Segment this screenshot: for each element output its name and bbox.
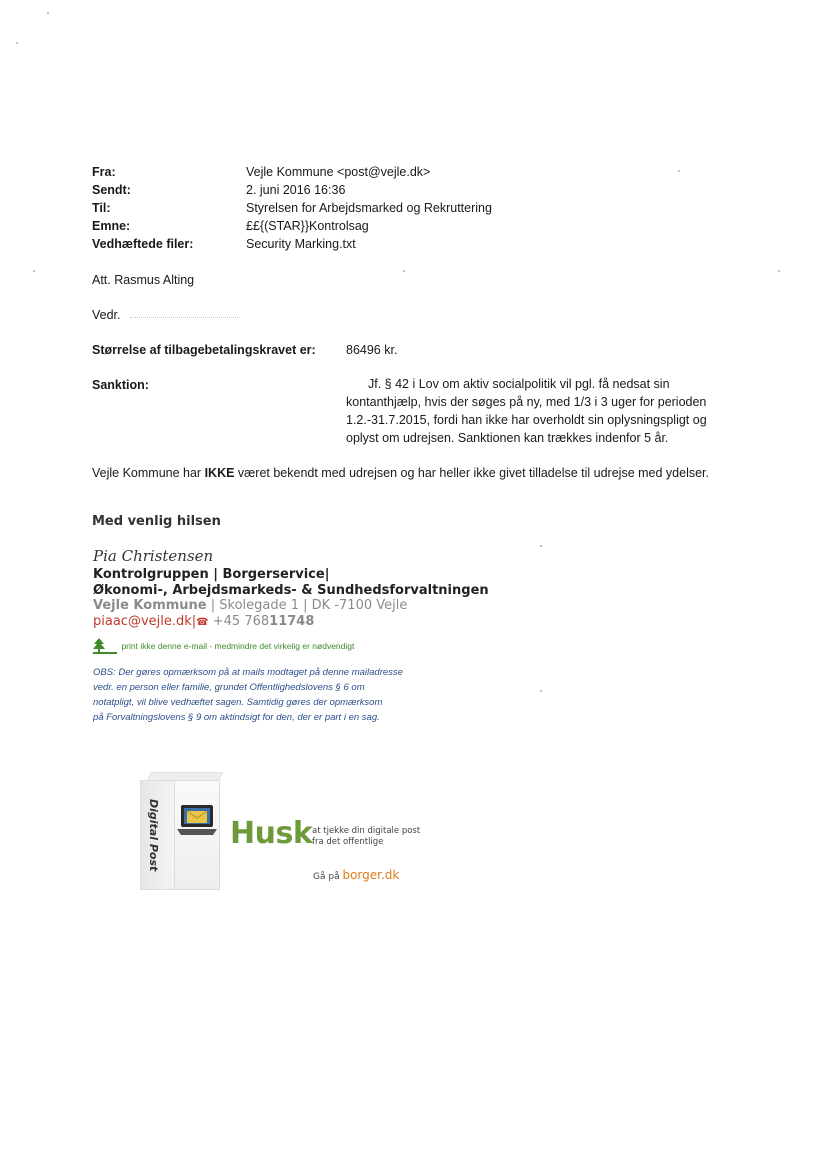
separator: | [191, 614, 197, 629]
borger-link-line [313, 864, 399, 883]
to-label: Til: [92, 201, 111, 215]
obs-line: vedr. en person eller familie, grundet Offentlighedslovens § 6 om [93, 682, 365, 693]
husk-tagline [312, 826, 420, 848]
print-note-text: print ikke denne e-mail - medmindre det virkelig er nødvendigt [121, 640, 355, 651]
sanction-line: kontanthjælp, hvis der søges på ny, med 1/3 i 3 uger for perioden [346, 395, 707, 409]
scan-speck [33, 270, 35, 272]
scan-speck [16, 42, 18, 44]
signature-department: Kontrolgruppen | Borgerservice| [93, 567, 330, 582]
header-row-attachments [92, 237, 752, 255]
attachments-label: Vedhæftede filer: [92, 237, 194, 251]
borger-link[interactable]: borger.dk [342, 868, 400, 882]
att-line: Att. Rasmus Alting [92, 273, 195, 287]
box-side [140, 780, 176, 890]
from-label: Fra: [92, 165, 116, 179]
vedr-line [92, 306, 121, 324]
redaction-mark [130, 317, 240, 319]
header-row-to [92, 201, 752, 219]
tagline-line: at tjekke din digitale post [312, 826, 421, 836]
phone-prefix: +45 768 [208, 614, 270, 629]
header-row-sent [92, 183, 752, 201]
attachments-value: Security Marking.txt [246, 237, 356, 251]
greeting: Med venlig hilsen [92, 514, 221, 529]
scan-speck [540, 545, 542, 547]
statement-emphasis: IKKE [204, 466, 235, 480]
husk-title: Husk [230, 816, 313, 851]
sanction-text [346, 375, 746, 447]
tagline-line: fra det offentlige [312, 837, 384, 847]
signature-org: Vejle Kommune [93, 598, 207, 613]
sanction-line: oplyst om udrejsen. Sanktionen kan trækkes indenfor 5 år. [346, 431, 669, 445]
subject-label: Emne: [92, 219, 131, 233]
phone-icon: ☎ [196, 617, 209, 628]
statement-pre: Vejle Kommune har [92, 466, 205, 480]
obs-line: på Forvaltningslovens § 9 om aktindsigt for den, der er part i en sag. [93, 712, 380, 723]
phone-suffix: 11748 [269, 614, 315, 629]
header-row-subject [92, 219, 752, 237]
amount-label: Størrelse af tilbagebetalingskravet er: [92, 343, 316, 357]
box-front [174, 780, 220, 890]
laptop-envelope-icon [177, 801, 217, 841]
sent-value: 2. juni 2016 16:36 [246, 183, 346, 197]
digital-post-box [140, 772, 220, 890]
signature-contact-line [93, 614, 314, 629]
sanction-line: 1.2.-31.7.2015, fordi han ikke har overholdt sin oplysningspligt og [346, 413, 707, 427]
sanction-line: Jf. § 42 i Lov om aktiv socialpolitik vil pgl. få nedsat sin [368, 377, 670, 391]
signature-name: Pia Christensen [93, 547, 214, 565]
signature-administration: Økonomi-, Arbejdsmarkeds- & Sundhedsforvaltningen [93, 583, 489, 598]
goto-text: Gå på [313, 872, 343, 882]
signature-address-line [93, 598, 407, 613]
scan-speck [47, 12, 49, 14]
obs-notice [93, 665, 453, 725]
amount-value: 86496 kr. [346, 343, 398, 357]
statement-post: været bekendt med udrejsen og har heller ikke givet tilladelse til udrejse med ydelser. [234, 466, 709, 480]
scan-speck [403, 270, 405, 272]
box-label: Digital Post [147, 799, 160, 872]
subject-value: ££{(STAR}}Kontrolsag [246, 219, 369, 233]
vedr-label: Vedr. [92, 308, 121, 322]
obs-line: OBS: Der gøres opmærksom på at mails modtaget på denne mailadresse [93, 667, 403, 678]
tree-icon [93, 638, 117, 654]
scan-speck [540, 690, 542, 692]
sanction-label: Sanktion: [92, 378, 149, 392]
email-header [92, 165, 752, 255]
sent-label: Sendt: [92, 183, 131, 197]
obs-line: notatpligt, vil blive vedhæftet sagen. Samtidig gøres der opmærksom [93, 697, 383, 708]
header-row-from [92, 165, 752, 183]
scan-speck [778, 270, 780, 272]
signature-address: | Skolegade 1 | DK -7100 Vejle [206, 598, 408, 613]
print-note [93, 637, 354, 655]
to-value: Styrelsen for Arbejdsmarked og Rekruttering [246, 201, 492, 215]
from-value: Vejle Kommune <post@vejle.dk> [246, 165, 431, 179]
statement [92, 464, 709, 482]
email-link[interactable]: piaac@vejle.dk [93, 614, 192, 629]
